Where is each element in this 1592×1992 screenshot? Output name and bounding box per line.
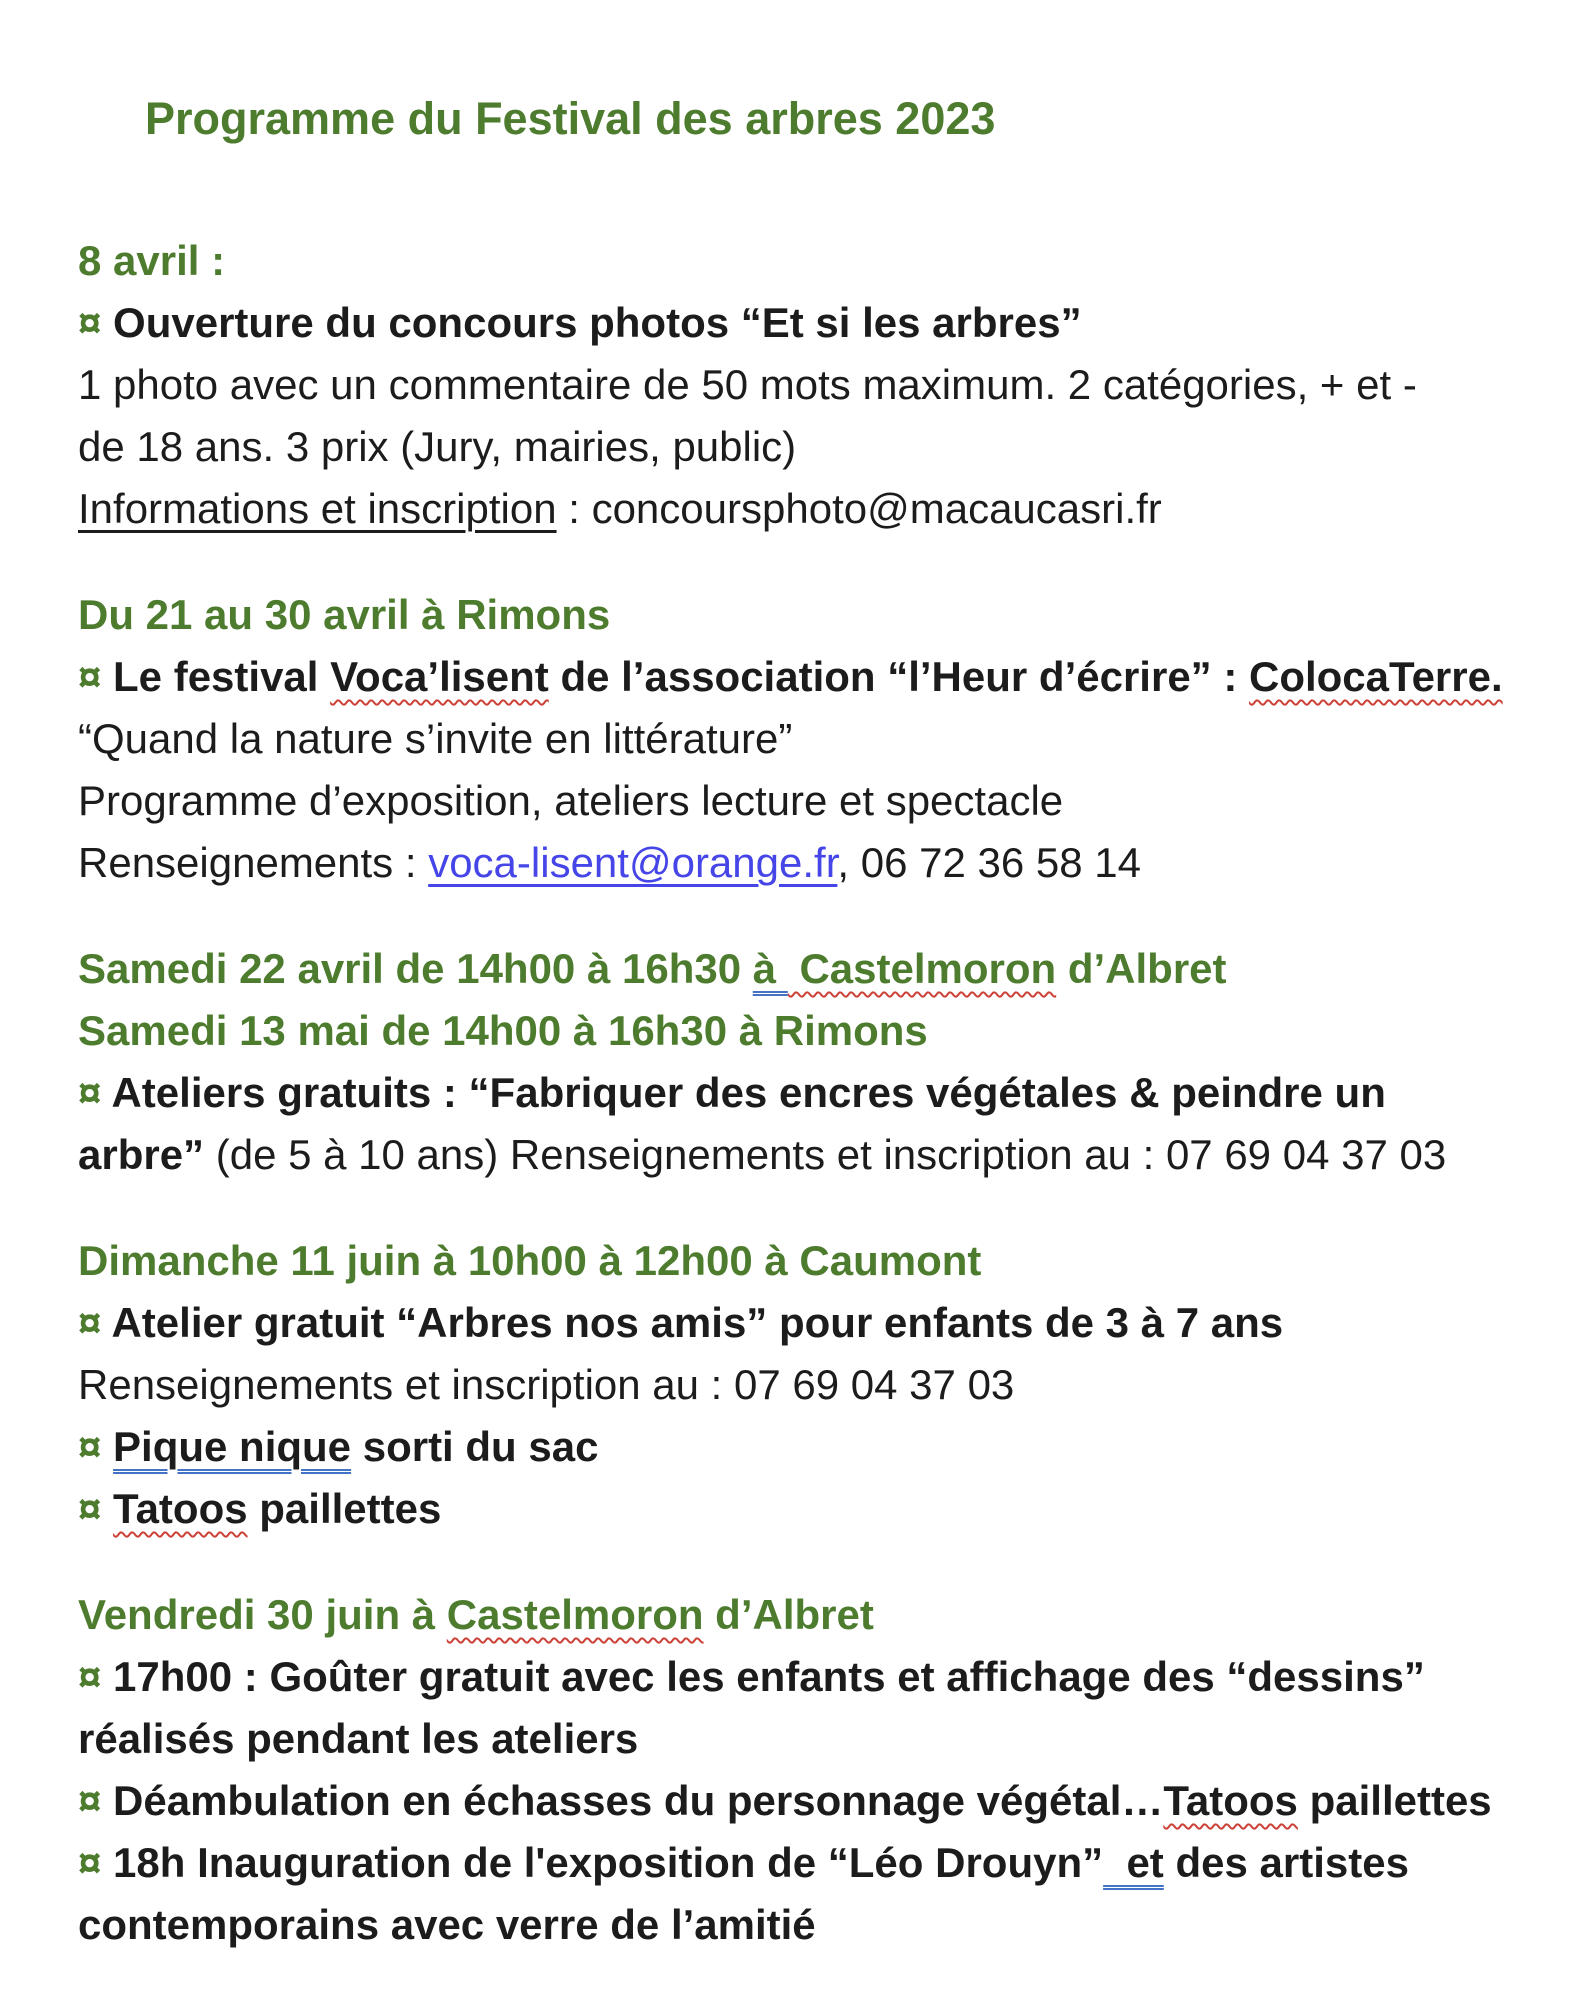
text-line — [78, 770, 1564, 832]
text-line — [78, 1708, 1564, 1770]
section-du-21-au-30-avril-rimons — [78, 584, 1564, 894]
text-line — [78, 478, 1564, 540]
text-line — [78, 1646, 1564, 1708]
text-run: arbre” — [78, 1131, 205, 1178]
text-run: Tatoos — [1163, 1777, 1298, 1824]
text-run: Tatoos — [113, 1485, 248, 1532]
text-run: et — [1103, 1839, 1164, 1886]
text-run: (de 5 à 10 ans) Renseignements et inscription au : 07 69 04 37 03 — [204, 1131, 1447, 1178]
email-link[interactable]: voca-lisent@orange.fr — [428, 839, 838, 886]
text-run: 1 photo avec un commentaire de 50 mots maximum. 2 catégories, + et - — [78, 361, 1417, 408]
text-line — [78, 1230, 1564, 1292]
document-body — [78, 230, 1564, 1956]
text-run: Samedi 22 avril de 14h00 à 16h30 — [78, 945, 753, 992]
text-line — [78, 230, 1564, 292]
text-line — [78, 1478, 1564, 1540]
bullet-marker: ¤ — [78, 1299, 112, 1346]
text-line — [78, 832, 1564, 894]
text-run: de l’association “l’Heur d’écrire” : — [548, 653, 1249, 700]
bullet-marker: ¤ — [78, 1485, 114, 1532]
text-run: Voca’lisent — [330, 653, 549, 700]
text-run: Samedi 13 mai de 14h00 à 16h30 à Rimons — [78, 1007, 928, 1054]
text-run: Ateliers gratuits : “Fabriquer des encres végétales & peindre un — [111, 1069, 1386, 1116]
text-run: Programme d’exposition, ateliers lecture et spectacle — [78, 777, 1064, 824]
text-run: paillettes — [247, 1485, 442, 1532]
text-line — [78, 416, 1564, 478]
text-line — [78, 1416, 1564, 1478]
bullet-marker: ¤ — [78, 1653, 114, 1700]
text-run: des artistes — [1163, 1839, 1409, 1886]
text-run: Pique nique — [113, 1423, 352, 1470]
text-line — [78, 708, 1564, 770]
text-run: réalisés pendant les ateliers — [78, 1715, 639, 1762]
text-line — [78, 1894, 1564, 1956]
bullet-marker: ¤ — [78, 1069, 112, 1116]
text-run: Vendredi 30 juin à — [78, 1591, 447, 1638]
section-samedi-22-avril-et-13-mai — [78, 938, 1564, 1186]
text-line — [78, 1770, 1564, 1832]
text-line — [78, 584, 1564, 646]
text-run: sorti du sac — [351, 1423, 599, 1470]
bullet-marker: ¤ — [78, 299, 114, 346]
text-line — [78, 1000, 1564, 1062]
text-line — [78, 1354, 1564, 1416]
page-title: Programme du Festival des arbres 2023 — [145, 93, 996, 144]
text-line — [78, 1584, 1564, 1646]
text-run: d’Albret — [1056, 945, 1227, 992]
text-line — [78, 646, 1564, 708]
text-line — [78, 1832, 1564, 1894]
text-run: Le festival — [113, 653, 331, 700]
text-run: Renseignements : — [78, 839, 429, 886]
text-run: 8 avril : — [78, 237, 226, 284]
bullet-marker: ¤ — [78, 653, 114, 700]
text-line — [78, 292, 1564, 354]
section-vendredi-30-juin-castelmoron — [78, 1584, 1564, 1956]
text-run: Informations et inscription — [78, 485, 557, 532]
text-run: contemporains avec verre de l’amitié — [78, 1901, 816, 1948]
text-line — [78, 938, 1564, 1000]
section-dimanche-11-juin-caumont — [78, 1230, 1564, 1540]
text-run: : concoursphoto@macaucasri.fr — [556, 485, 1162, 532]
text-run: Ouverture du concours photos “Et si les arbres” — [113, 299, 1082, 346]
text-run: Atelier gratuit “Arbres nos amis” pour enfants de 3 à 7 ans — [111, 1299, 1284, 1346]
text-run: ColocaTerre. — [1249, 653, 1503, 700]
text-run: “Quand la nature s’invite en littérature” — [78, 715, 793, 762]
text-line — [78, 1292, 1564, 1354]
text-run: paillettes — [1297, 1777, 1492, 1824]
text-line — [78, 354, 1564, 416]
text-run: Castelmoron — [787, 945, 1057, 992]
text-run: de 18 ans. 3 prix (Jury, mairies, public) — [78, 423, 797, 470]
text-run: à — [752, 945, 788, 992]
text-run: Déambulation en échasses du personnage végétal… — [113, 1777, 1164, 1824]
text-run: 18h Inauguration de l'exposition de “Léo Drouyn” — [113, 1839, 1104, 1886]
text-run: Renseignements et inscription au : 07 69 04 37 03 — [78, 1361, 1015, 1408]
bullet-marker: ¤ — [78, 1777, 114, 1824]
section-8-avril — [78, 230, 1564, 540]
text-run: Castelmoron — [446, 1591, 704, 1638]
text-run: 17h00 : Goûter gratuit avec les enfants et affichage des “dessins” — [113, 1653, 1425, 1700]
text-run: Du 21 au 30 avril à Rimons — [78, 591, 611, 638]
text-run: , 06 72 36 58 14 — [837, 839, 1141, 886]
bullet-marker: ¤ — [78, 1839, 114, 1886]
text-run: d’Albret — [703, 1591, 874, 1638]
text-line — [78, 1124, 1564, 1186]
text-run: Dimanche 11 juin à 10h00 à 12h00 à Caumont — [78, 1237, 982, 1284]
text-line — [78, 1062, 1564, 1124]
bullet-marker: ¤ — [78, 1423, 114, 1470]
